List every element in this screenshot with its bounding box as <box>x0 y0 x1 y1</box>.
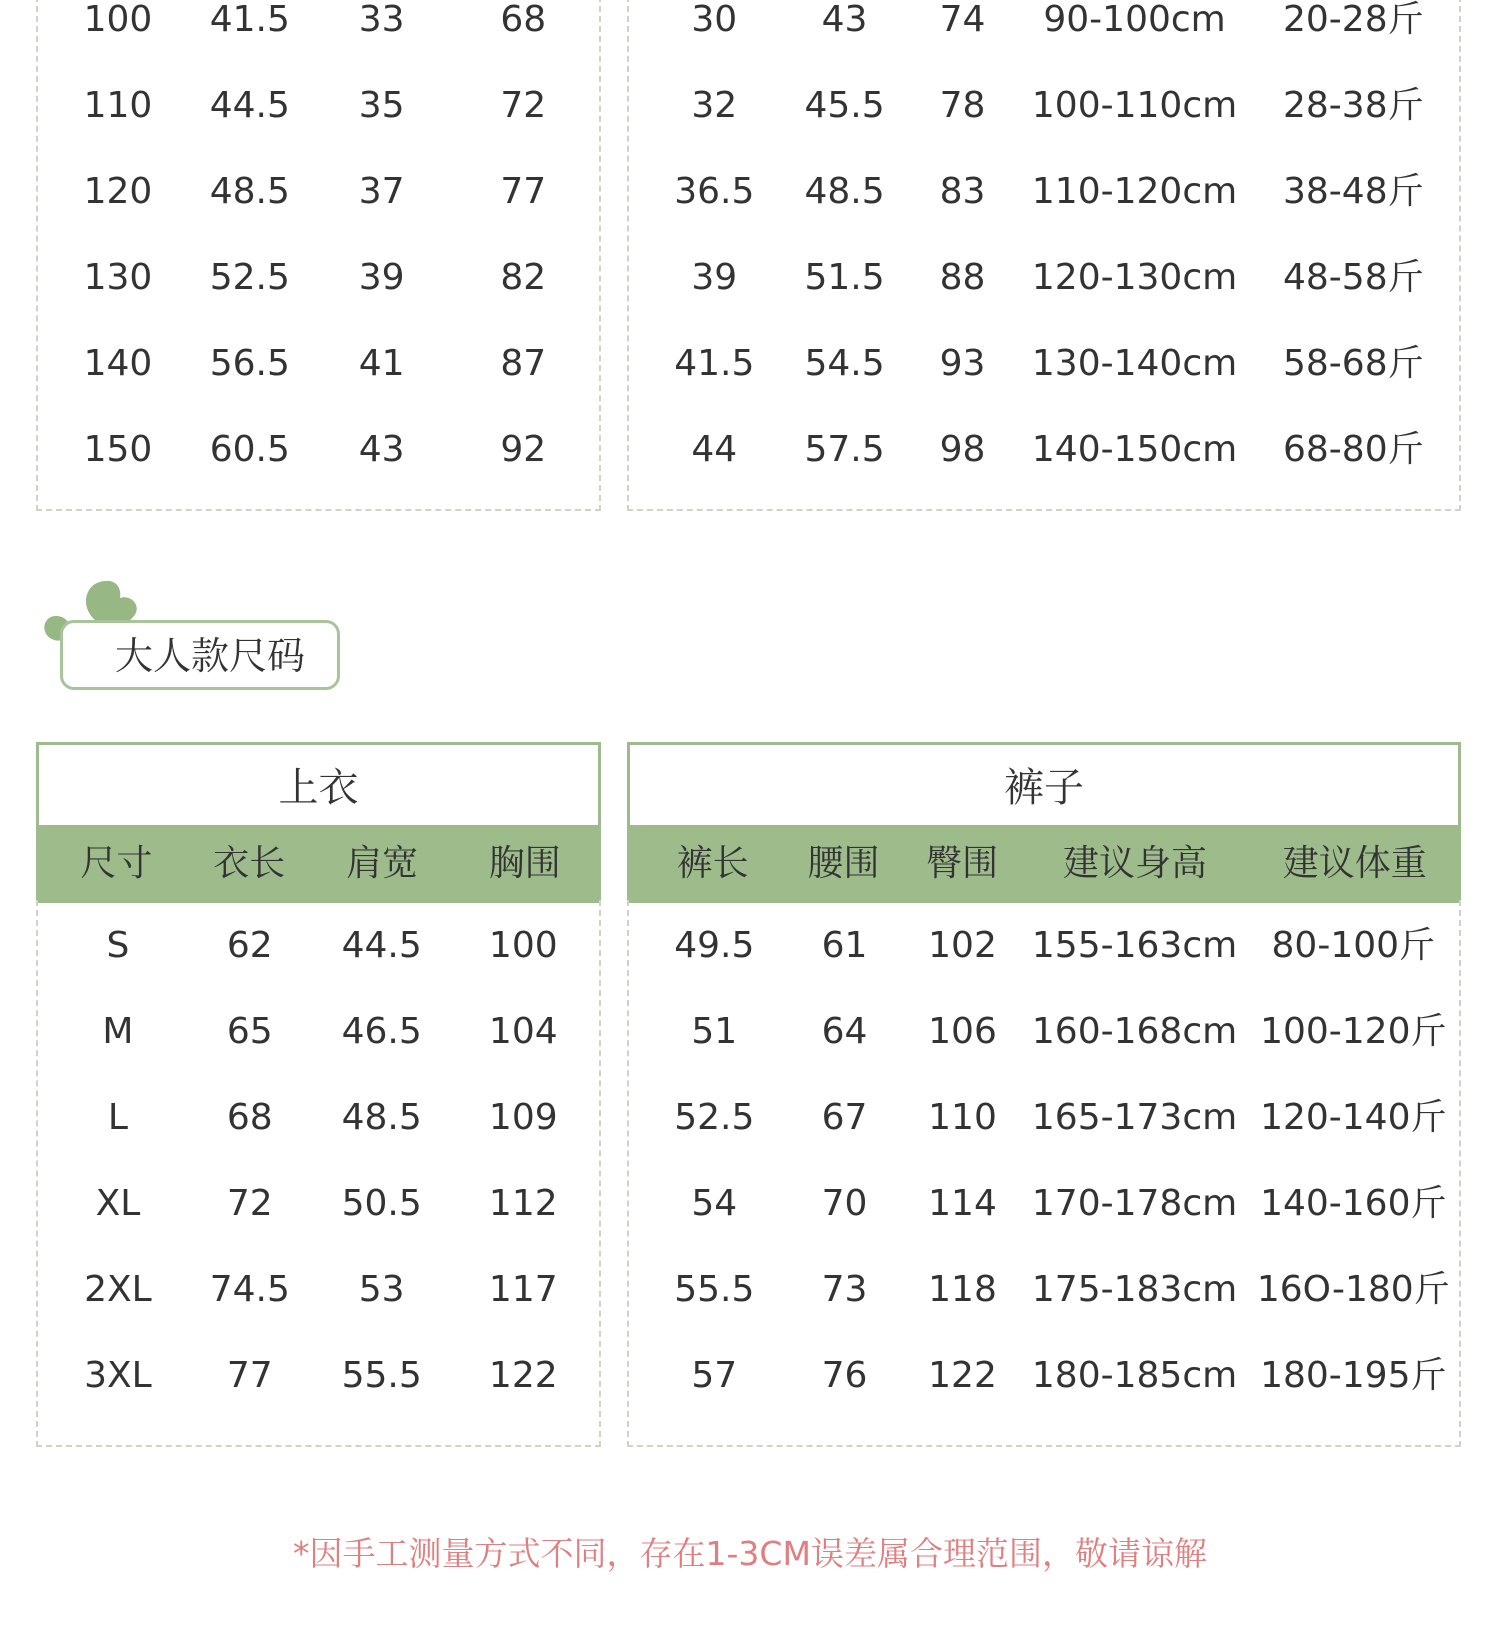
table-cell: 82 <box>500 257 547 298</box>
table-cell: 39 <box>691 257 738 298</box>
table-cell: 98 <box>939 429 986 470</box>
table-cell: 50.5 <box>341 1183 422 1224</box>
table-cell: 110-120cm <box>1031 171 1238 212</box>
table-cell: 130-140cm <box>1031 343 1238 384</box>
table-cell: 140-160斤 <box>1260 1183 1447 1224</box>
table-cell: 77 <box>500 171 547 212</box>
column-header: 尺寸 <box>80 843 153 884</box>
table-cell: 175-183cm <box>1031 1269 1238 1310</box>
table-row <box>629 916 1459 976</box>
table-cell: 48.5 <box>341 1097 422 1138</box>
table-cell: 140 <box>83 343 153 384</box>
table-cell: 67 <box>821 1097 868 1138</box>
table-cell: 48.5 <box>804 171 885 212</box>
table-cell: 54.5 <box>804 343 885 384</box>
table-row <box>629 1088 1459 1148</box>
table-cell: 44.5 <box>209 85 290 126</box>
table-cell: 78 <box>939 85 986 126</box>
table-cell: 100-120斤 <box>1260 1011 1447 1052</box>
table-cell: 48.5 <box>209 171 290 212</box>
table-cell: 53 <box>358 1269 405 1310</box>
table-cell: 165-173cm <box>1031 1097 1238 1138</box>
table-cell: 57 <box>691 1355 738 1396</box>
table-cell: 41 <box>358 343 405 384</box>
table-cell: 44.5 <box>341 925 422 966</box>
adult-tops-table <box>36 900 601 1447</box>
table-cell: 62 <box>226 925 273 966</box>
table-cell: 155-163cm <box>1031 925 1238 966</box>
table-row <box>38 420 599 480</box>
table-cell: 76 <box>821 1355 868 1396</box>
table-row <box>38 1260 599 1320</box>
kids-tops-table <box>36 0 601 511</box>
column-header: 建议体重 <box>1282 843 1427 884</box>
table-row <box>38 0 599 50</box>
table-cell: 110 <box>928 1097 997 1138</box>
table-cell: 65 <box>226 1011 273 1052</box>
table-cell: 112 <box>488 1183 558 1224</box>
table-cell: 73 <box>821 1269 868 1310</box>
table-row <box>38 76 599 136</box>
table-cell: 33 <box>358 0 405 40</box>
kids-pants-table <box>627 0 1461 511</box>
table-cell: 28-38斤 <box>1282 85 1424 126</box>
table-cell: 38-48斤 <box>1282 171 1424 212</box>
table-cell: M <box>102 1011 134 1052</box>
table-cell: 122 <box>488 1355 558 1396</box>
table-cell: 74 <box>939 0 986 40</box>
adult-pants-table <box>627 900 1461 1447</box>
adult-pants-column-headers <box>627 825 1461 903</box>
table-cell: 30 <box>691 0 738 40</box>
table-cell: 80-100斤 <box>1271 925 1436 966</box>
table-cell: 55.5 <box>674 1269 755 1310</box>
table-row <box>38 1088 599 1148</box>
table-cell: 120 <box>83 171 153 212</box>
table-cell: 58-68斤 <box>1282 343 1424 384</box>
table-cell: 55.5 <box>341 1355 422 1396</box>
table-cell: 70 <box>821 1183 868 1224</box>
column-header: 胸围 <box>488 843 561 884</box>
table-cell: 180-195斤 <box>1260 1355 1447 1396</box>
adult-size-section-title: 大人款尺码 <box>115 634 306 678</box>
table-cell: 140-150cm <box>1031 429 1238 470</box>
table-cell: 117 <box>488 1269 558 1310</box>
table-cell: 122 <box>928 1355 997 1396</box>
adult-size-section-label <box>60 620 340 690</box>
table-cell: 16O-180斤 <box>1256 1269 1450 1310</box>
table-row <box>38 1346 599 1406</box>
column-header: 肩宽 <box>346 843 419 884</box>
table-row <box>38 248 599 308</box>
table-cell: 74.5 <box>209 1269 290 1310</box>
column-header: 腰围 <box>807 843 880 884</box>
table-cell: 100 <box>83 0 153 40</box>
table-row <box>629 0 1459 50</box>
table-cell: 44 <box>691 429 738 470</box>
table-row <box>38 162 599 222</box>
measurement-note: *因手工测量方式不同，存在1-3CM误差属合理范围，敬请谅解 <box>293 1534 1207 1573</box>
column-header: 裤长 <box>676 843 749 884</box>
column-header: 衣长 <box>213 843 286 884</box>
table-cell: 54 <box>691 1183 738 1224</box>
table-cell: 92 <box>500 429 547 470</box>
table-cell: 90-100cm <box>1043 0 1226 40</box>
table-cell: 120-140斤 <box>1260 1097 1447 1138</box>
table-row <box>38 334 599 394</box>
table-cell: 114 <box>928 1183 997 1224</box>
table-cell: 106 <box>928 1011 997 1052</box>
table-cell: 48-58斤 <box>1282 257 1424 298</box>
table-cell: 68-80斤 <box>1282 429 1424 470</box>
table-cell: L <box>107 1097 128 1138</box>
table-cell: 56.5 <box>209 343 290 384</box>
table-cell: S <box>106 925 130 966</box>
table-cell: 52.5 <box>209 257 290 298</box>
table-cell: 77 <box>226 1355 273 1396</box>
table-cell: 43 <box>821 0 868 40</box>
table-row <box>629 76 1459 136</box>
table-cell: 118 <box>928 1269 997 1310</box>
table-cell: 88 <box>939 257 986 298</box>
table-cell: 102 <box>928 925 997 966</box>
table-cell: 83 <box>939 171 986 212</box>
adult-pants-header <box>627 742 1461 902</box>
table-cell: 52.5 <box>674 1097 755 1138</box>
table-cell: 51.5 <box>804 257 885 298</box>
table-cell: 64 <box>821 1011 868 1052</box>
table-cell: 130 <box>83 257 153 298</box>
table-cell: 68 <box>500 0 547 40</box>
table-cell: 57.5 <box>804 429 885 470</box>
table-row <box>629 1260 1459 1320</box>
table-cell: 87 <box>500 343 547 384</box>
table-cell: 32 <box>691 85 738 126</box>
table-cell: 150 <box>83 429 153 470</box>
table-cell: 20-28斤 <box>1282 0 1424 40</box>
adult-tops-header <box>36 742 601 902</box>
table-cell: 109 <box>488 1097 558 1138</box>
table-cell: 68 <box>226 1097 273 1138</box>
table-cell: 35 <box>358 85 405 126</box>
table-cell: 180-185cm <box>1031 1355 1238 1396</box>
table-cell: 49.5 <box>674 925 755 966</box>
table-cell: 110 <box>83 85 153 126</box>
table-cell: 100 <box>488 925 558 966</box>
table-cell: 41.5 <box>674 343 755 384</box>
adult-tops-column-headers <box>36 825 601 903</box>
table-cell: 51 <box>691 1011 738 1052</box>
table-cell: 93 <box>939 343 986 384</box>
table-cell: 100-110cm <box>1031 85 1238 126</box>
table-cell: 61 <box>821 925 868 966</box>
table-cell: 3XL <box>84 1355 152 1396</box>
table-cell: 36.5 <box>674 171 755 212</box>
table-cell: 60.5 <box>209 429 290 470</box>
table-cell: 43 <box>358 429 405 470</box>
table-row <box>629 248 1459 308</box>
table-cell: 45.5 <box>804 85 885 126</box>
table-cell: 39 <box>358 257 405 298</box>
table-cell: 120-130cm <box>1031 257 1238 298</box>
adult-pants-title: 裤子 <box>1004 765 1084 811</box>
table-cell: 104 <box>488 1011 558 1052</box>
table-cell: 72 <box>226 1183 273 1224</box>
table-row <box>38 1174 599 1234</box>
table-row <box>629 334 1459 394</box>
table-cell: 37 <box>358 171 405 212</box>
table-cell: 41.5 <box>209 0 290 40</box>
table-row <box>38 916 599 976</box>
column-header: 臀围 <box>926 843 999 884</box>
table-row <box>629 1002 1459 1062</box>
table-row <box>629 1174 1459 1234</box>
table-row <box>629 1346 1459 1406</box>
table-cell: 46.5 <box>341 1011 422 1052</box>
table-cell: 160-168cm <box>1031 1011 1238 1052</box>
table-cell: 72 <box>500 85 547 126</box>
adult-tops-title: 上衣 <box>278 765 359 811</box>
table-row <box>38 1002 599 1062</box>
table-cell: 2XL <box>84 1269 152 1310</box>
table-row <box>629 162 1459 222</box>
column-header: 建议身高 <box>1062 843 1207 884</box>
table-row <box>629 420 1459 480</box>
table-cell: XL <box>95 1183 141 1224</box>
table-cell: 170-178cm <box>1031 1183 1238 1224</box>
